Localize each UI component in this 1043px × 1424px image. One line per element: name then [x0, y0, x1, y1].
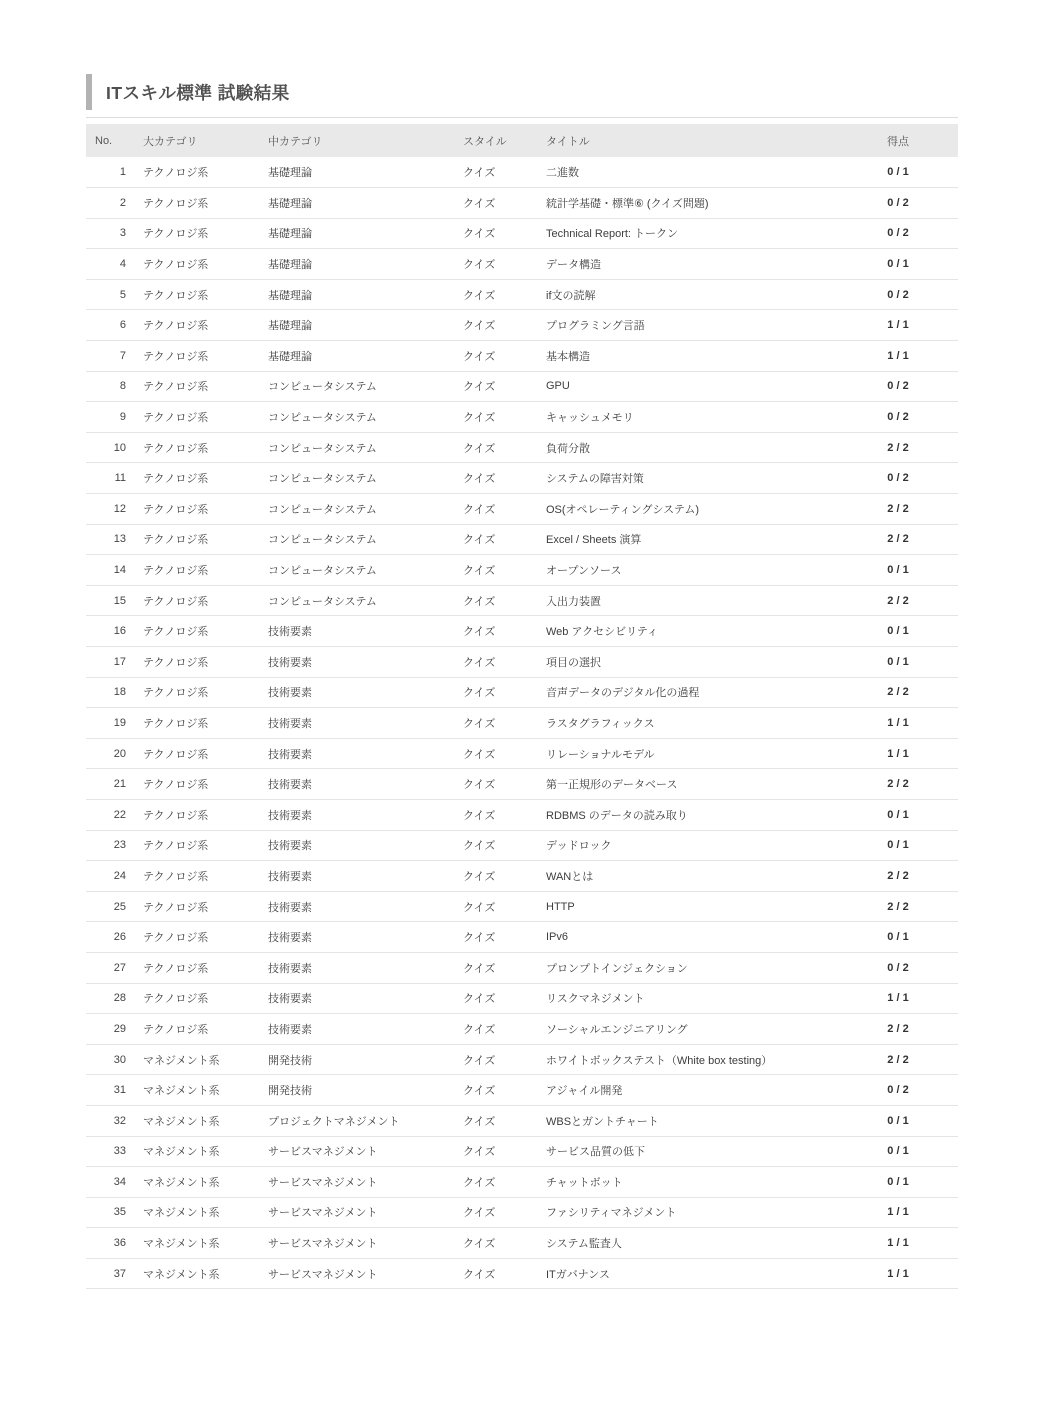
cell-middle-category: プロジェクトマネジメント	[259, 1105, 454, 1136]
cell-no: 27	[86, 952, 134, 983]
cell-no: 10	[86, 432, 134, 463]
cell-major-category: マネジメント系	[134, 1228, 259, 1259]
cell-middle-category: 技術要素	[259, 952, 454, 983]
cell-style: クイズ	[454, 983, 537, 1014]
cell-no: 21	[86, 769, 134, 800]
cell-title: OS(オペレーティングシステム)	[537, 494, 838, 525]
page-title: ITスキル標準 試験結果	[106, 82, 290, 103]
table-row	[86, 494, 958, 525]
cell-title: データ構造	[537, 249, 838, 280]
cell-style: クイズ	[454, 1014, 537, 1045]
cell-style: クイズ	[454, 799, 537, 830]
cell-no: 4	[86, 249, 134, 280]
cell-major-category: テクノロジ系	[134, 983, 259, 1014]
cell-no: 8	[86, 371, 134, 402]
cell-title: 二進数	[537, 157, 838, 188]
cell-style: クイズ	[454, 1136, 537, 1167]
cell-score: 0 / 2	[838, 402, 958, 433]
table-row	[86, 677, 958, 708]
cell-major-category: マネジメント系	[134, 1136, 259, 1167]
cell-style: クイズ	[454, 463, 537, 494]
cell-style: クイズ	[454, 310, 537, 341]
cell-score: 1 / 1	[838, 983, 958, 1014]
cell-no: 26	[86, 922, 134, 953]
table-row	[86, 1167, 958, 1198]
cell-style: クイズ	[454, 1258, 537, 1289]
column-header-score: 得点	[838, 124, 958, 157]
cell-score: 1 / 1	[838, 341, 958, 372]
cell-no: 28	[86, 983, 134, 1014]
cell-score: 0 / 2	[838, 371, 958, 402]
cell-major-category: テクノロジ系	[134, 616, 259, 647]
cell-style: クイズ	[454, 952, 537, 983]
cell-score: 2 / 2	[838, 524, 958, 555]
cell-major-category: マネジメント系	[134, 1075, 259, 1106]
cell-score: 2 / 2	[838, 891, 958, 922]
column-header-title: タイトル	[537, 124, 838, 157]
cell-major-category: テクノロジ系	[134, 952, 259, 983]
cell-title: Web アクセシビリティ	[537, 616, 838, 647]
table-row	[86, 616, 958, 647]
cell-no: 30	[86, 1044, 134, 1075]
cell-title: ITガバナンス	[537, 1258, 838, 1289]
cell-title: WANとは	[537, 861, 838, 892]
table-row	[86, 218, 958, 249]
cell-middle-category: コンピュータシステム	[259, 371, 454, 402]
cell-style: クイズ	[454, 647, 537, 678]
cell-middle-category: サービスマネジメント	[259, 1167, 454, 1198]
cell-score: 0 / 1	[838, 799, 958, 830]
cell-style: クイズ	[454, 922, 537, 953]
cell-style: クイズ	[454, 494, 537, 525]
cell-title: ホワイトボックステスト（White box testing）	[537, 1044, 838, 1075]
cell-style: クイズ	[454, 218, 537, 249]
cell-major-category: テクノロジ系	[134, 738, 259, 769]
cell-middle-category: コンピュータシステム	[259, 432, 454, 463]
cell-score: 2 / 2	[838, 494, 958, 525]
cell-no: 5	[86, 279, 134, 310]
table-row	[86, 799, 958, 830]
cell-style: クイズ	[454, 708, 537, 739]
table-row	[86, 1258, 958, 1289]
cell-no: 25	[86, 891, 134, 922]
cell-style: クイズ	[454, 341, 537, 372]
column-header-middle-category: 中カテゴリ	[259, 124, 454, 157]
results-table-body	[86, 157, 958, 1289]
table-row	[86, 769, 958, 800]
cell-score: 1 / 1	[838, 1228, 958, 1259]
cell-title: IPv6	[537, 922, 838, 953]
cell-style: クイズ	[454, 279, 537, 310]
cell-title: ソーシャルエンジニアリング	[537, 1014, 838, 1045]
cell-title: デッドロック	[537, 830, 838, 861]
cell-major-category: マネジメント系	[134, 1167, 259, 1198]
cell-major-category: テクノロジ系	[134, 494, 259, 525]
table-row	[86, 1105, 958, 1136]
cell-major-category: テクノロジ系	[134, 402, 259, 433]
cell-no: 16	[86, 616, 134, 647]
cell-no: 7	[86, 341, 134, 372]
title-divider	[86, 117, 958, 118]
content-area	[86, 74, 958, 1289]
cell-title: 音声データのデジタル化の過程	[537, 677, 838, 708]
cell-title: プログラミング言語	[537, 310, 838, 341]
cell-style: クイズ	[454, 371, 537, 402]
cell-style: クイズ	[454, 188, 537, 219]
cell-middle-category: コンピュータシステム	[259, 463, 454, 494]
cell-title: RDBMS のデータの読み取り	[537, 799, 838, 830]
cell-title: 入出力装置	[537, 585, 838, 616]
table-row	[86, 861, 958, 892]
cell-middle-category: 基礎理論	[259, 218, 454, 249]
table-row	[86, 341, 958, 372]
cell-major-category: テクノロジ系	[134, 1014, 259, 1045]
column-header-no: No.	[86, 124, 134, 157]
cell-major-category: マネジメント系	[134, 1105, 259, 1136]
cell-score: 0 / 1	[838, 616, 958, 647]
cell-title: システムの障害対策	[537, 463, 838, 494]
cell-middle-category: 技術要素	[259, 769, 454, 800]
cell-style: クイズ	[454, 157, 537, 188]
page-title-block	[86, 74, 958, 110]
column-header-major-category: 大カテゴリ	[134, 124, 259, 157]
cell-middle-category: コンピュータシステム	[259, 494, 454, 525]
cell-no: 35	[86, 1197, 134, 1228]
cell-middle-category: 技術要素	[259, 1014, 454, 1045]
cell-score: 0 / 1	[838, 555, 958, 586]
cell-score: 0 / 2	[838, 952, 958, 983]
cell-score: 0 / 1	[838, 1167, 958, 1198]
table-row	[86, 983, 958, 1014]
cell-no: 29	[86, 1014, 134, 1045]
table-row	[86, 310, 958, 341]
cell-style: クイズ	[454, 891, 537, 922]
cell-no: 18	[86, 677, 134, 708]
table-row	[86, 1228, 958, 1259]
cell-middle-category: 技術要素	[259, 799, 454, 830]
table-row	[86, 279, 958, 310]
cell-score: 0 / 2	[838, 218, 958, 249]
cell-title: Technical Report: トークン	[537, 218, 838, 249]
cell-score: 1 / 1	[838, 1258, 958, 1289]
cell-style: クイズ	[454, 524, 537, 555]
cell-middle-category: サービスマネジメント	[259, 1197, 454, 1228]
cell-title: WBSとガントチャート	[537, 1105, 838, 1136]
table-row	[86, 952, 958, 983]
cell-major-category: マネジメント系	[134, 1044, 259, 1075]
cell-major-category: テクノロジ系	[134, 463, 259, 494]
cell-score: 0 / 2	[838, 188, 958, 219]
cell-score: 2 / 2	[838, 1014, 958, 1045]
cell-middle-category: 技術要素	[259, 830, 454, 861]
cell-no: 13	[86, 524, 134, 555]
table-row	[86, 432, 958, 463]
cell-middle-category: コンピュータシステム	[259, 585, 454, 616]
cell-no: 17	[86, 647, 134, 678]
cell-major-category: テクノロジ系	[134, 830, 259, 861]
cell-major-category: テクノロジ系	[134, 157, 259, 188]
cell-middle-category: 技術要素	[259, 891, 454, 922]
cell-middle-category: 開発技術	[259, 1044, 454, 1075]
cell-no: 31	[86, 1075, 134, 1106]
cell-style: クイズ	[454, 1167, 537, 1198]
cell-middle-category: 基礎理論	[259, 157, 454, 188]
cell-style: クイズ	[454, 861, 537, 892]
cell-score: 1 / 1	[838, 1197, 958, 1228]
results-table-header	[86, 124, 958, 157]
cell-major-category: テクノロジ系	[134, 769, 259, 800]
cell-score: 0 / 1	[838, 1136, 958, 1167]
cell-major-category: テクノロジ系	[134, 249, 259, 280]
table-row	[86, 922, 958, 953]
cell-title: HTTP	[537, 891, 838, 922]
table-row	[86, 402, 958, 433]
cell-middle-category: 技術要素	[259, 922, 454, 953]
cell-middle-category: サービスマネジメント	[259, 1228, 454, 1259]
cell-title: オープンソース	[537, 555, 838, 586]
cell-major-category: テクノロジ系	[134, 861, 259, 892]
cell-title: ファシリティマネジメント	[537, 1197, 838, 1228]
cell-middle-category: 開発技術	[259, 1075, 454, 1106]
cell-major-category: テクノロジ系	[134, 708, 259, 739]
cell-score: 0 / 2	[838, 279, 958, 310]
cell-no: 14	[86, 555, 134, 586]
cell-score: 0 / 1	[838, 830, 958, 861]
cell-no: 23	[86, 830, 134, 861]
cell-title: 統計学基礎・標準⑥ (クイズ問題)	[537, 188, 838, 219]
table-row	[86, 1044, 958, 1075]
cell-score: 2 / 2	[838, 861, 958, 892]
cell-major-category: テクノロジ系	[134, 341, 259, 372]
table-row	[86, 891, 958, 922]
cell-score: 0 / 1	[838, 922, 958, 953]
cell-major-category: テクノロジ系	[134, 647, 259, 678]
cell-title: 負荷分散	[537, 432, 838, 463]
cell-no: 34	[86, 1167, 134, 1198]
cell-style: クイズ	[454, 249, 537, 280]
cell-style: クイズ	[454, 555, 537, 586]
table-row	[86, 738, 958, 769]
cell-major-category: テクノロジ系	[134, 677, 259, 708]
cell-style: クイズ	[454, 1197, 537, 1228]
cell-middle-category: 技術要素	[259, 861, 454, 892]
cell-title: ラスタグラフィックス	[537, 708, 838, 739]
cell-no: 24	[86, 861, 134, 892]
cell-no: 32	[86, 1105, 134, 1136]
cell-major-category: テクノロジ系	[134, 524, 259, 555]
cell-major-category: テクノロジ系	[134, 585, 259, 616]
cell-no: 37	[86, 1258, 134, 1289]
cell-title: システム監査人	[537, 1228, 838, 1259]
column-header-style: スタイル	[454, 124, 537, 157]
cell-score: 0 / 1	[838, 249, 958, 280]
cell-score: 2 / 2	[838, 432, 958, 463]
cell-no: 6	[86, 310, 134, 341]
cell-middle-category: コンピュータシステム	[259, 524, 454, 555]
cell-middle-category: サービスマネジメント	[259, 1258, 454, 1289]
cell-score: 2 / 2	[838, 677, 958, 708]
table-row	[86, 1075, 958, 1106]
cell-score: 0 / 2	[838, 1075, 958, 1106]
cell-title: プロンプトインジェクション	[537, 952, 838, 983]
table-row	[86, 249, 958, 280]
cell-title: 基本構造	[537, 341, 838, 372]
cell-no: 11	[86, 463, 134, 494]
cell-no: 33	[86, 1136, 134, 1167]
cell-score: 1 / 1	[838, 738, 958, 769]
cell-middle-category: 技術要素	[259, 647, 454, 678]
cell-middle-category: 基礎理論	[259, 310, 454, 341]
cell-title: 第一正規形のデータベース	[537, 769, 838, 800]
cell-major-category: テクノロジ系	[134, 432, 259, 463]
cell-score: 0 / 2	[838, 463, 958, 494]
cell-no: 36	[86, 1228, 134, 1259]
cell-middle-category: 基礎理論	[259, 279, 454, 310]
cell-title: GPU	[537, 371, 838, 402]
cell-score: 0 / 1	[838, 647, 958, 678]
table-row	[86, 371, 958, 402]
cell-no: 19	[86, 708, 134, 739]
cell-style: クイズ	[454, 1105, 537, 1136]
cell-major-category: マネジメント系	[134, 1197, 259, 1228]
cell-title: 項目の選択	[537, 647, 838, 678]
cell-middle-category: 基礎理論	[259, 341, 454, 372]
table-row	[86, 708, 958, 739]
cell-no: 12	[86, 494, 134, 525]
cell-middle-category: 基礎理論	[259, 249, 454, 280]
table-row	[86, 463, 958, 494]
cell-major-category: テクノロジ系	[134, 922, 259, 953]
cell-style: クイズ	[454, 1075, 537, 1106]
cell-major-category: テクノロジ系	[134, 371, 259, 402]
cell-style: クイズ	[454, 677, 537, 708]
cell-score: 0 / 1	[838, 1105, 958, 1136]
cell-no: 22	[86, 799, 134, 830]
cell-title: リレーショナルモデル	[537, 738, 838, 769]
cell-no: 1	[86, 157, 134, 188]
table-row	[86, 1197, 958, 1228]
cell-no: 3	[86, 218, 134, 249]
header-row	[86, 124, 958, 157]
cell-major-category: テクノロジ系	[134, 555, 259, 586]
cell-style: クイズ	[454, 769, 537, 800]
table-row	[86, 1136, 958, 1167]
cell-no: 15	[86, 585, 134, 616]
cell-title: if文の読解	[537, 279, 838, 310]
cell-title: チャットボット	[537, 1167, 838, 1198]
cell-score: 1 / 1	[838, 310, 958, 341]
cell-middle-category: 技術要素	[259, 738, 454, 769]
cell-style: クイズ	[454, 1228, 537, 1259]
cell-title: アジャイル開発	[537, 1075, 838, 1106]
cell-major-category: テクノロジ系	[134, 279, 259, 310]
cell-major-category: テクノロジ系	[134, 799, 259, 830]
cell-style: クイズ	[454, 738, 537, 769]
table-row	[86, 585, 958, 616]
cell-score: 1 / 1	[838, 708, 958, 739]
cell-score: 2 / 2	[838, 769, 958, 800]
cell-major-category: テクノロジ系	[134, 891, 259, 922]
cell-title: キャッシュメモリ	[537, 402, 838, 433]
cell-major-category: テクノロジ系	[134, 188, 259, 219]
results-table	[86, 124, 958, 1289]
cell-style: クイズ	[454, 432, 537, 463]
cell-title: リスクマネジメント	[537, 983, 838, 1014]
cell-major-category: テクノロジ系	[134, 310, 259, 341]
cell-middle-category: 技術要素	[259, 983, 454, 1014]
cell-middle-category: コンピュータシステム	[259, 555, 454, 586]
cell-score: 2 / 2	[838, 585, 958, 616]
cell-middle-category: 技術要素	[259, 708, 454, 739]
cell-middle-category: 技術要素	[259, 616, 454, 647]
cell-style: クイズ	[454, 585, 537, 616]
cell-score: 2 / 2	[838, 1044, 958, 1075]
table-row	[86, 524, 958, 555]
table-row	[86, 555, 958, 586]
cell-no: 2	[86, 188, 134, 219]
cell-style: クイズ	[454, 616, 537, 647]
cell-middle-category: サービスマネジメント	[259, 1136, 454, 1167]
cell-middle-category: 技術要素	[259, 677, 454, 708]
cell-no: 9	[86, 402, 134, 433]
table-row	[86, 188, 958, 219]
table-row	[86, 647, 958, 678]
table-row	[86, 157, 958, 188]
table-row	[86, 830, 958, 861]
cell-title: Excel / Sheets 演算	[537, 524, 838, 555]
cell-score: 0 / 1	[838, 157, 958, 188]
table-row	[86, 1014, 958, 1045]
cell-style: クイズ	[454, 830, 537, 861]
cell-title: サービス品質の低下	[537, 1136, 838, 1167]
cell-style: クイズ	[454, 1044, 537, 1075]
cell-no: 20	[86, 738, 134, 769]
cell-middle-category: コンピュータシステム	[259, 402, 454, 433]
cell-major-category: マネジメント系	[134, 1258, 259, 1289]
cell-style: クイズ	[454, 402, 537, 433]
cell-major-category: テクノロジ系	[134, 218, 259, 249]
cell-middle-category: 基礎理論	[259, 188, 454, 219]
